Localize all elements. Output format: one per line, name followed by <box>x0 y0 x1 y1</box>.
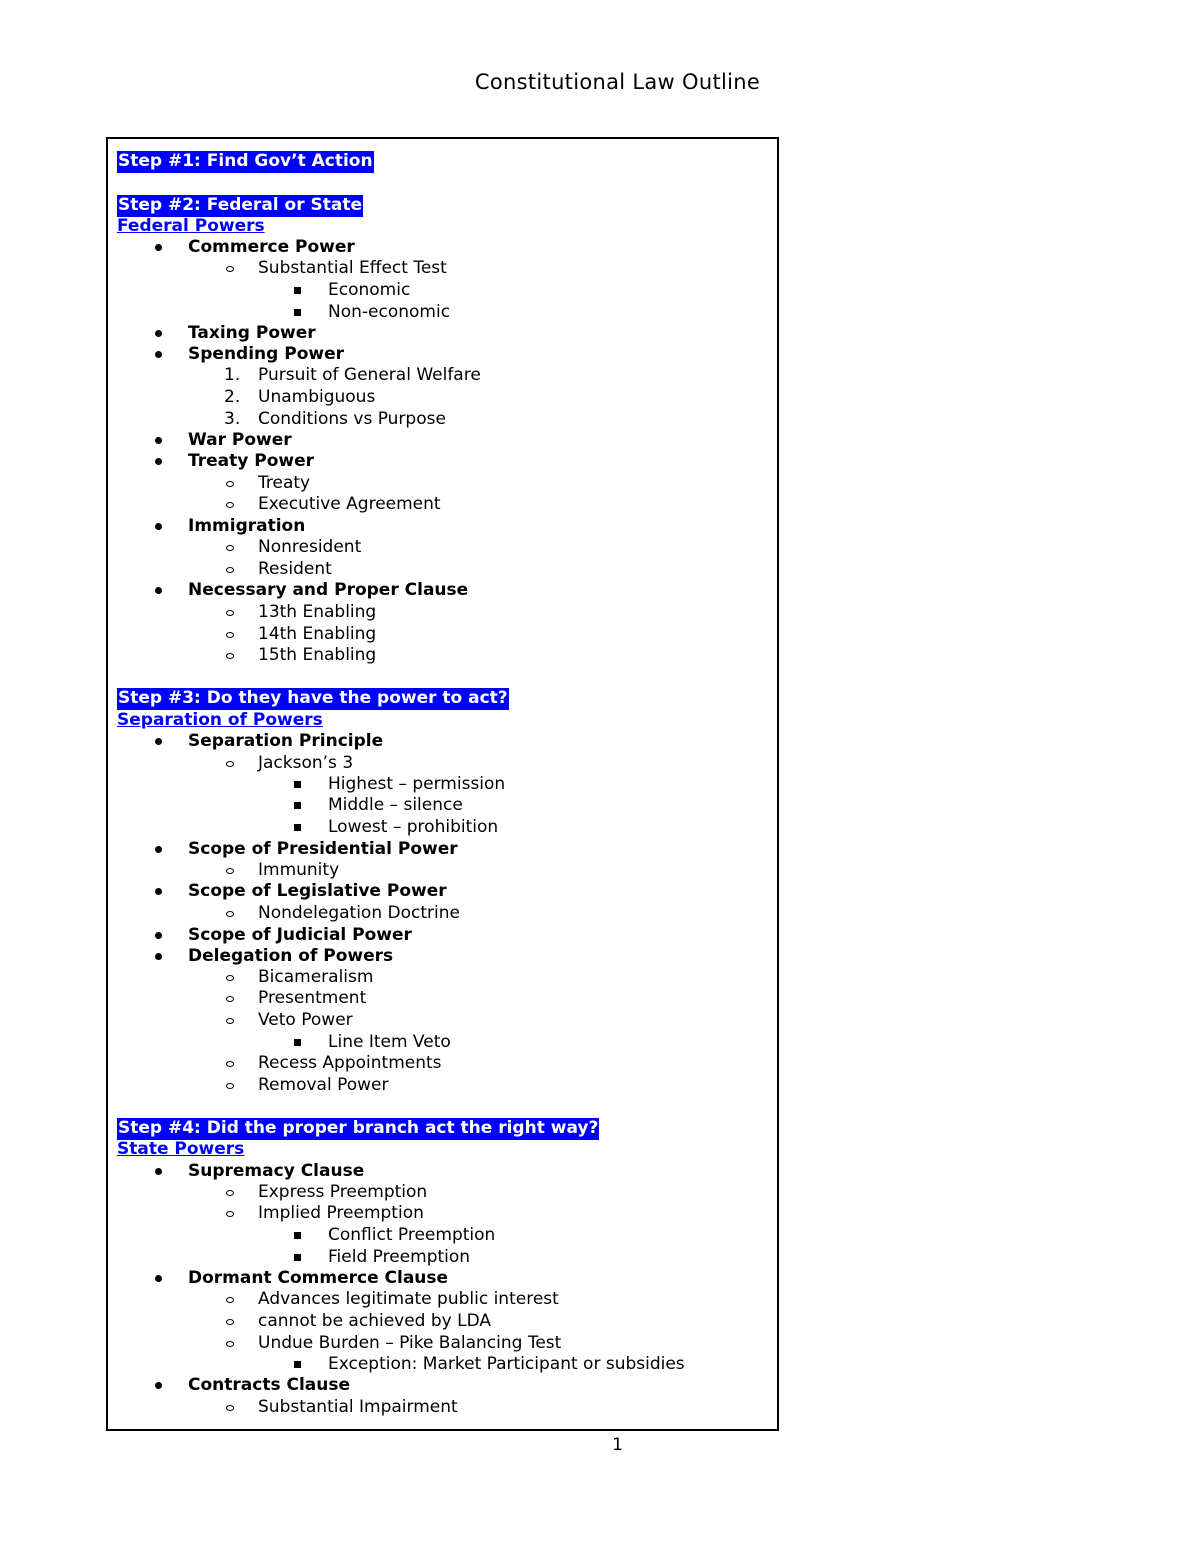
spending-item-1: 1. Pursuit of General Welfare <box>224 365 481 385</box>
veto-power-item: Veto Power <box>258 1010 353 1032</box>
thirteenth-enabling-item: 13th Enabling <box>258 602 376 624</box>
bullet-icon <box>155 437 162 444</box>
circle-bullet-icon <box>226 1405 234 1411</box>
line-item-veto-item: Line Item Veto <box>328 1032 451 1054</box>
commerce-power-item: Commerce Power <box>188 237 355 259</box>
step-3-heading: Step #3: Do they have the power to act? <box>118 688 508 708</box>
executive-agreement-item: Executive Agreement <box>258 494 441 516</box>
bullet-icon <box>155 244 162 251</box>
bullet-icon <box>155 738 162 745</box>
spending-power-item: Spending Power <box>188 344 344 366</box>
implied-preemption-item: Implied Preemption <box>258 1203 424 1225</box>
conflict-preemption-item: Conflict Preemption <box>328 1225 495 1247</box>
bullet-icon <box>155 1275 162 1282</box>
economic-item: Economic <box>328 280 410 302</box>
circle-bullet-icon <box>226 610 234 616</box>
legislative-power-item: Scope of Legislative Power <box>188 881 447 903</box>
immunity-item: Immunity <box>258 860 339 882</box>
bullet-icon <box>155 953 162 960</box>
step-4-heading: Step #4: Did the proper branch act the right way? <box>118 1118 599 1138</box>
fifteenth-enabling-item: 15th Enabling <box>258 645 376 667</box>
nonresident-item: Nonresident <box>258 537 361 559</box>
square-bullet-icon <box>294 802 301 809</box>
necessary-proper-item: Necessary and Proper Clause <box>188 580 468 602</box>
bullet-icon <box>155 1168 162 1175</box>
square-bullet-icon <box>294 1361 301 1368</box>
circle-bullet-icon <box>226 868 234 874</box>
square-bullet-icon <box>294 1232 301 1239</box>
square-bullet-icon <box>294 309 301 316</box>
field-preemption-item: Field Preemption <box>328 1247 470 1269</box>
circle-bullet-icon <box>226 545 234 551</box>
undue-burden-item: Undue Burden – Pike Balancing Test <box>258 1333 561 1355</box>
circle-bullet-icon <box>226 1341 234 1347</box>
highest-item: Highest – permission <box>328 774 505 796</box>
circle-bullet-icon <box>226 1190 234 1196</box>
cannot-lda-item: cannot be achieved by LDA <box>258 1311 491 1333</box>
square-bullet-icon <box>294 287 301 294</box>
circle-bullet-icon <box>226 996 234 1002</box>
circle-bullet-icon <box>226 911 234 917</box>
bullet-icon <box>155 523 162 530</box>
substantial-impairment-item: Substantial Impairment <box>258 1397 458 1419</box>
document-title: Constitutional Law Outline <box>474 70 761 94</box>
bullet-icon <box>155 888 162 895</box>
circle-bullet-icon <box>226 1297 234 1303</box>
square-bullet-icon <box>294 824 301 831</box>
square-bullet-icon <box>294 1254 301 1261</box>
presidential-power-item: Scope of Presidential Power <box>188 839 458 861</box>
circle-bullet-icon <box>226 1211 234 1217</box>
page-number: 1 <box>612 1435 623 1455</box>
square-bullet-icon <box>294 781 301 788</box>
fourteenth-enabling-item: 14th Enabling <box>258 624 376 646</box>
exception-market-item: Exception: Market Participant or subsidies <box>328 1354 685 1376</box>
square-bullet-icon <box>294 1039 301 1046</box>
bullet-icon <box>155 1382 162 1389</box>
federal-powers-heading: Federal Powers <box>117 216 265 236</box>
bicameralism-item: Bicameralism <box>258 967 373 989</box>
presentment-item: Presentment <box>258 988 366 1010</box>
non-economic-item: Non-economic <box>328 302 450 324</box>
step-2-heading: Step #2: Federal or State <box>118 195 363 215</box>
circle-bullet-icon <box>226 1083 234 1089</box>
substantial-effect-test-item: Substantial Effect Test <box>258 258 447 280</box>
advances-interest-item: Advances legitimate public interest <box>258 1289 559 1311</box>
circle-bullet-icon <box>226 481 234 487</box>
circle-bullet-icon <box>226 653 234 659</box>
bullet-icon <box>155 846 162 853</box>
judicial-power-item: Scope of Judicial Power <box>188 925 412 947</box>
separation-of-powers-heading: Separation of Powers <box>117 710 323 730</box>
middle-item: Middle – silence <box>328 795 463 817</box>
bullet-icon <box>155 351 162 358</box>
bullet-icon <box>155 458 162 465</box>
lowest-item: Lowest – prohibition <box>328 817 498 839</box>
separation-principle-item: Separation Principle <box>188 731 383 753</box>
circle-bullet-icon <box>226 1061 234 1067</box>
war-power-item: War Power <box>188 430 292 452</box>
bullet-icon <box>155 932 162 939</box>
nondelegation-item: Nondelegation Doctrine <box>258 903 460 925</box>
state-powers-heading: State Powers <box>117 1139 245 1159</box>
circle-bullet-icon <box>226 266 234 272</box>
spending-item-3: 3. Conditions vs Purpose <box>224 409 446 429</box>
bullet-icon <box>155 587 162 594</box>
dormant-commerce-item: Dormant Commerce Clause <box>188 1268 448 1290</box>
circle-bullet-icon <box>226 567 234 573</box>
bullet-icon <box>155 330 162 337</box>
removal-power-item: Removal Power <box>258 1075 388 1097</box>
delegation-of-powers-item: Delegation of Powers <box>188 946 393 968</box>
treaty-power-item: Treaty Power <box>188 451 314 473</box>
circle-bullet-icon <box>226 1018 234 1024</box>
circle-bullet-icon <box>226 632 234 638</box>
resident-item: Resident <box>258 559 332 581</box>
supremacy-clause-item: Supremacy Clause <box>188 1161 364 1183</box>
treaty-item: Treaty <box>258 473 310 495</box>
circle-bullet-icon <box>226 502 234 508</box>
circle-bullet-icon <box>226 975 234 981</box>
circle-bullet-icon <box>226 1319 234 1325</box>
circle-bullet-icon <box>226 761 234 767</box>
immigration-item: Immigration <box>188 516 305 538</box>
taxing-power-item: Taxing Power <box>188 323 316 345</box>
outline-box <box>106 137 779 1431</box>
jacksons-3-item: Jackson’s 3 <box>258 753 353 775</box>
express-preemption-item: Express Preemption <box>258 1182 427 1204</box>
spending-item-2: 2. Unambiguous <box>224 387 376 407</box>
contracts-clause-item: Contracts Clause <box>188 1375 350 1397</box>
recess-appointments-item: Recess Appointments <box>258 1053 442 1075</box>
step-1-heading: Step #1: Find Gov’t Action <box>118 151 373 171</box>
